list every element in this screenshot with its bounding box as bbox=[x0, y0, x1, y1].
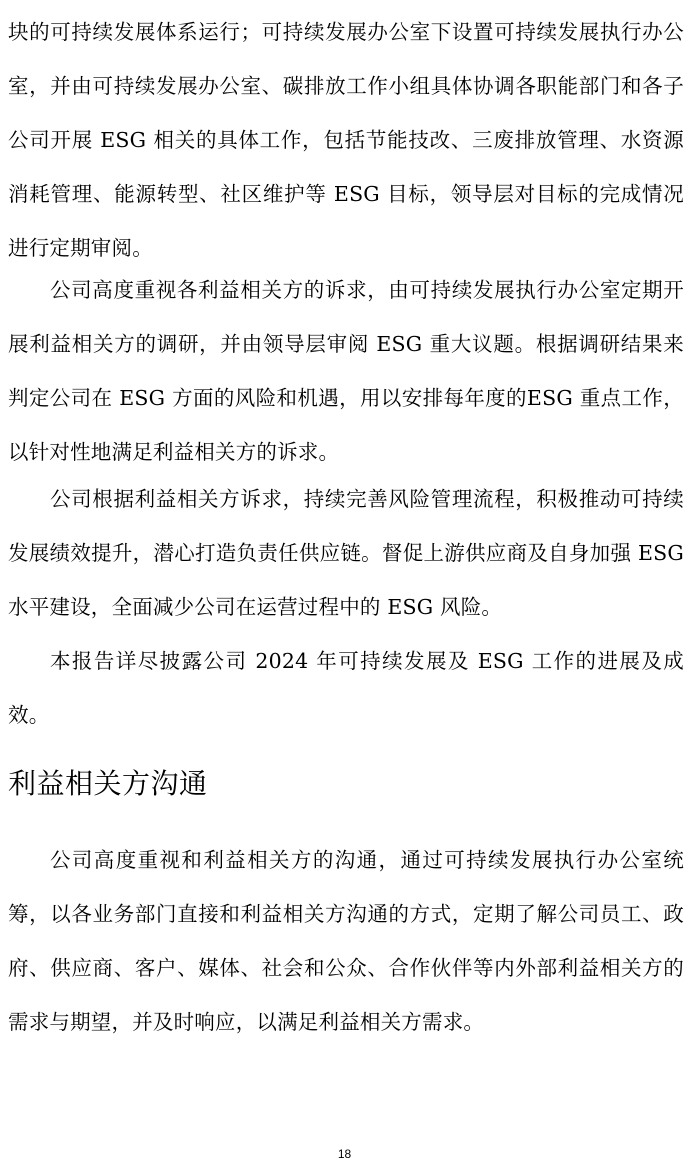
paragraph-stakeholder-communication: 公司高度重视和利益相关方的沟通，通过可持续发展执行办公室统筹，以各业务部门直接和利益相关方沟通的方式，定期了解公司员工、政府、供应商、客户、媒体、社会和公众、合作伙伴等内外部利益相关方的需求与期望，并及时响应，以满足利益相关方需求。 bbox=[8, 848, 684, 1034]
paragraph-continued: 块的可持续发展体系运行；可持续发展办公室下设置可持续发展执行办公室，并由可持续发展办公室、碳排放工作小组具体协调各职能部门和各子公司开展 ESG 相关的具体工作，包括节能技改、三废排放管理、水资源消耗管理、能源转型、社区维护等 ESG 目标，领导层对目标的完成情况进行定期审阅。 bbox=[8, 20, 684, 260]
section-heading: 利益相关方沟通 bbox=[8, 767, 208, 800]
paragraph-stakeholder-demands: 公司高度重视各利益相关方的诉求，由可持续发展执行办公室定期开展利益相关方的调研，并由领导层审阅 ESG 重大议题。根据调研结果来判定公司在 ESG 方面的风险和机遇，用以安排每年度的ESG 重点工作，以针对性地满足利益相关方的诉求。 bbox=[8, 278, 684, 464]
paragraph-report-disclosure: 本报告详尽披露公司 2024 年可持续发展及 ESG 工作的进展及成效。 bbox=[8, 649, 684, 727]
paragraph-risk-management: 公司根据利益相关方诉求，持续完善风险管理流程，积极推动可持续发展绩效提升，潜心打造负责任供应链。督促上游供应商及自身加强 ESG 水平建设，全面减少公司在运营过程中的 ESG 风险。 bbox=[8, 487, 684, 619]
page-number: 18 bbox=[337, 1147, 352, 1161]
